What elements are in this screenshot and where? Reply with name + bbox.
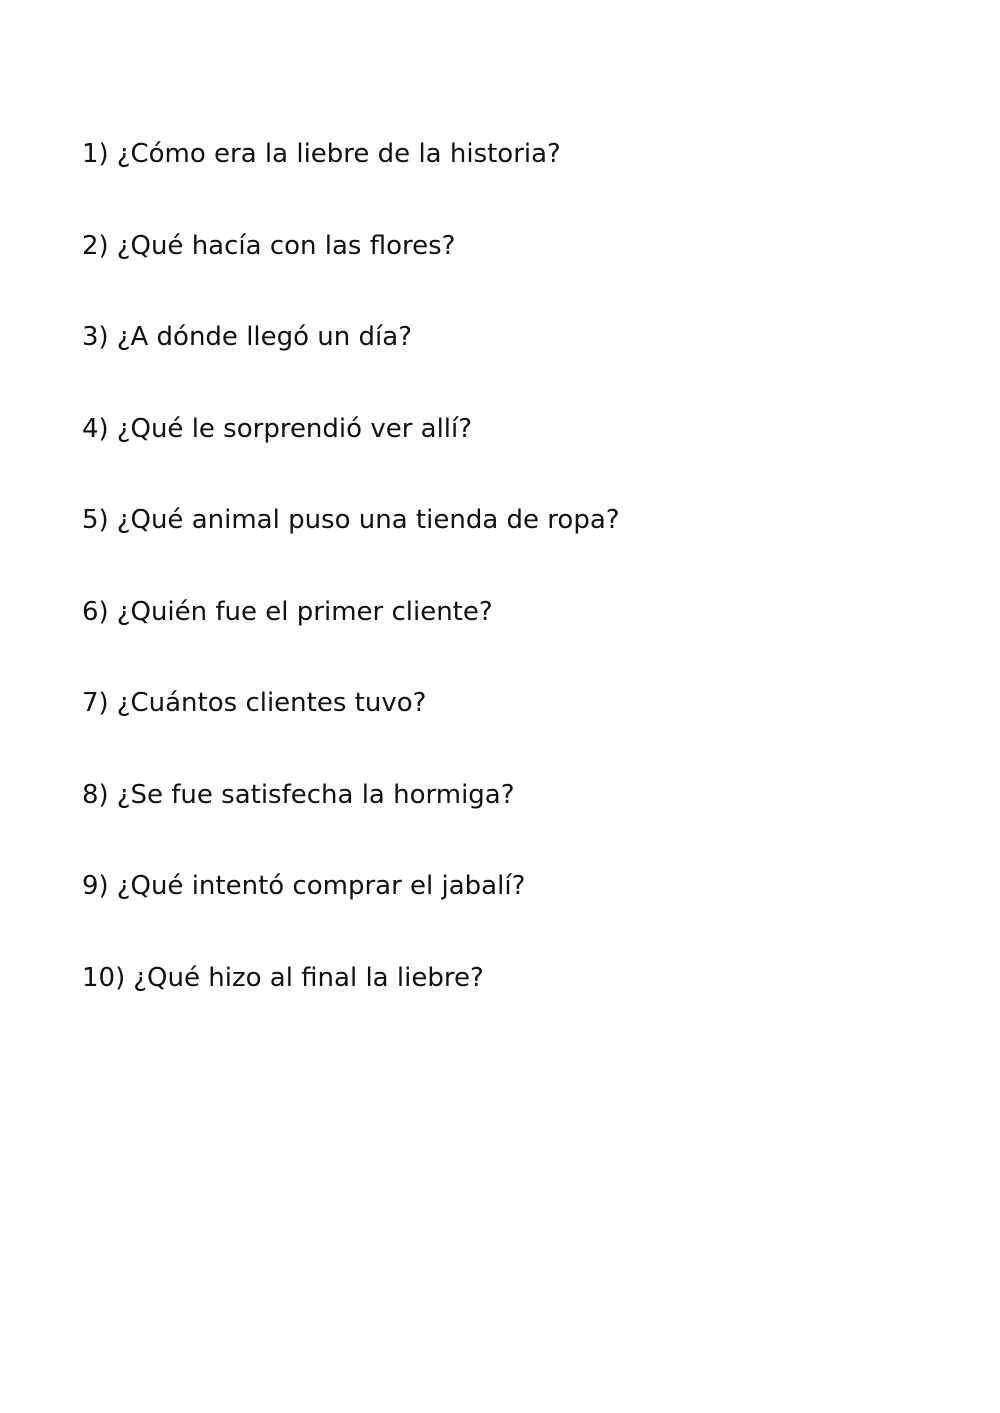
question-number: 5)	[82, 505, 109, 535]
question-text: ¿Qué intentó comprar el jabalí?	[116, 871, 526, 901]
question-item	[82, 958, 620, 1050]
question-text: ¿Qué le sorprendió ver allí?	[116, 413, 473, 444]
question-number: 10)	[82, 962, 126, 993]
question-text: ¿A dónde llegó un día?	[116, 322, 412, 352]
question-item	[82, 409, 620, 501]
question-item	[82, 592, 620, 684]
question-text: ¿Se fue satisfecha la hormiga?	[116, 779, 515, 810]
question-number: 2)	[82, 230, 109, 261]
question-item	[82, 317, 620, 409]
question-text: ¿Qué hacía con las flores?	[116, 230, 456, 261]
question-item	[82, 134, 620, 226]
question-number: 4)	[82, 413, 109, 444]
question-number: 6)	[82, 596, 109, 627]
question-number: 8)	[82, 779, 109, 810]
question-item	[82, 866, 620, 958]
question-number: 7)	[82, 688, 109, 718]
question-text: ¿Qué animal puso una tienda de ropa?	[116, 505, 620, 535]
question-number: 9)	[82, 871, 109, 901]
question-list	[82, 134, 620, 1049]
question-number: 1)	[82, 139, 109, 169]
question-number: 3)	[82, 322, 109, 352]
question-item	[82, 775, 620, 867]
question-text: ¿Cómo era la liebre de la historia?	[116, 139, 561, 169]
question-text: ¿Qué hizo al final la liebre?	[133, 962, 484, 993]
question-item	[82, 683, 620, 775]
question-text: ¿Cuántos clientes tuvo?	[116, 688, 427, 718]
question-text: ¿Quién fue el primer cliente?	[116, 596, 493, 627]
question-item	[82, 500, 620, 592]
question-item	[82, 226, 620, 318]
